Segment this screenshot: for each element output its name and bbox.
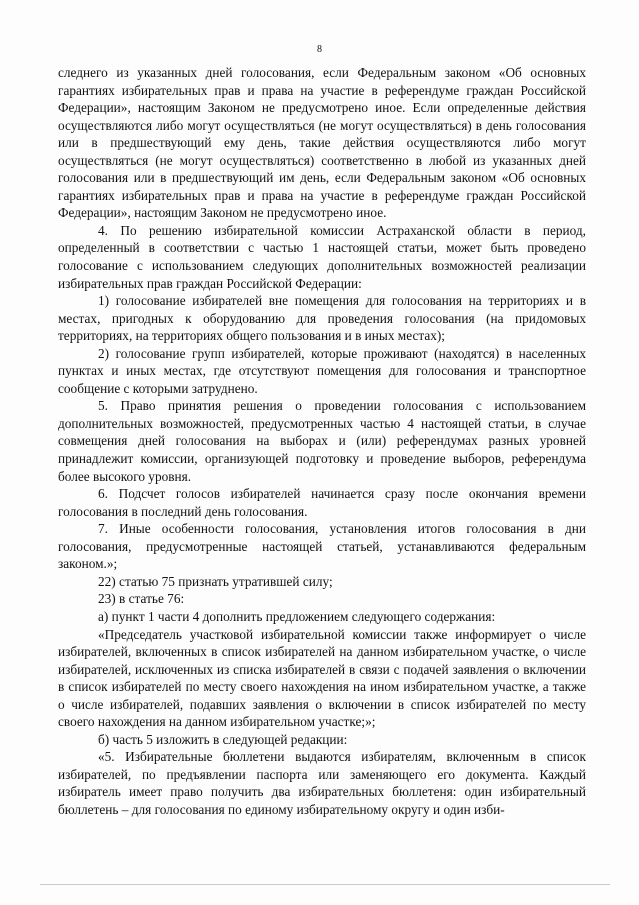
- paragraph-item-22: 22) статью 75 признать утратившей силу;: [98, 573, 333, 589]
- paragraph-quote-chairman: «Председатель участковой избирательной комиссии также информирует о числе избирателей, включенных в список избирателей на данном избирательном участке, о числе избирателей, исключенных из списка избирателей в связи с подачей заявления о включении в список избирателей по месту своего нахождения на ином избирательном участке, а также о числе избирателей, подавших заявления о включении в список избирателей по месту своего нахождения на данном избирательном участке;»;: [58, 626, 586, 730]
- paragraph-subitem-a: а) пункт 1 части 4 дополнить предложением следующего содержания:: [98, 608, 496, 624]
- page-number: 8: [317, 44, 322, 55]
- paragraph-quote-part-5: «5. Избирательные бюллетени выдаются избирателям, включенным в список избирателей, по предъявлении паспорта или заменяющего его документа. Каждый избиратель имеет право получить два избирательных бюллетеня: один избирательный бюллетень – для голосования по единому избирательному округу и один изби-: [58, 749, 586, 817]
- paragraph-part-7: 7. Иные особенности голосования, установления итогов голосования в дни голосования, предусмотренные настоящей статьей, устанавливаются федеральным законом.»;: [58, 521, 586, 572]
- paragraph-item-23: 23) в статье 76:: [98, 591, 185, 607]
- paragraph-part-5: 5. Право принятия решения о проведении голосования с использованием дополнительных возможностей, предусмотренных частью 4 настоящей статьи, в случае совмещения дней голосования на выборах и (или) референдумах разных уровней принадлежит комиссии, организующей подготовку и проведение выборов, референдума более высокого уровня.: [58, 398, 586, 484]
- paragraph-subitem-b: б) часть 5 изложить в следующей редакции:: [98, 731, 348, 747]
- paragraph-part-4: 4. По решению избирательной комиссии Астраханской области в период, определенный в соответствии с частью 1 настоящей статьи, может быть проведено голосование с использованием следующих дополнительных возможностей реализации избирательных прав граждан Российской Федерации:: [58, 222, 586, 291]
- document-body: [58, 64, 586, 819]
- paragraph-item-2: 2) голосование групп избирателей, которые проживают (находятся) в населенных пунктах и иных местах, где отсутствуют помещения для голосования и транспортное сообщение с которыми затруднено.: [58, 345, 586, 396]
- paragraph-part-6: 6. Подсчет голосов избирателей начинается сразу после окончания времени голосования в последний день голосования.: [58, 486, 586, 519]
- paragraph-continuation: следнего из указанных дней голосования, если Федеральным законом «Об основных гарантиях избирательных прав и права на участие в референдуме граждан Российской Федерации», настоящим Законом не предусмотрено иное. Если определенные действия осуществляются либо могут осуществляться (не могут осуществляться) в день голосования или в предшествующий ему день, такие действия осуществляются либо могут осуществляться (не могут осуществляться) соответственно в любой из указанных дней голосования или в предшествующий им день, если Федеральным законом «Об основных гарантиях избирательных прав и права на участие в референдуме граждан Российской Федерации», настоящим Законом не предусмотрено иное.: [58, 65, 586, 221]
- paragraph-item-1: 1) голосование избирателей вне помещения для голосования на территориях и в местах, пригодных к оборудованию для проведения голосования (на придомовых территориях, на территориях общего пользования и в иных местах);: [58, 293, 586, 344]
- page-bottom-edge: [40, 884, 610, 885]
